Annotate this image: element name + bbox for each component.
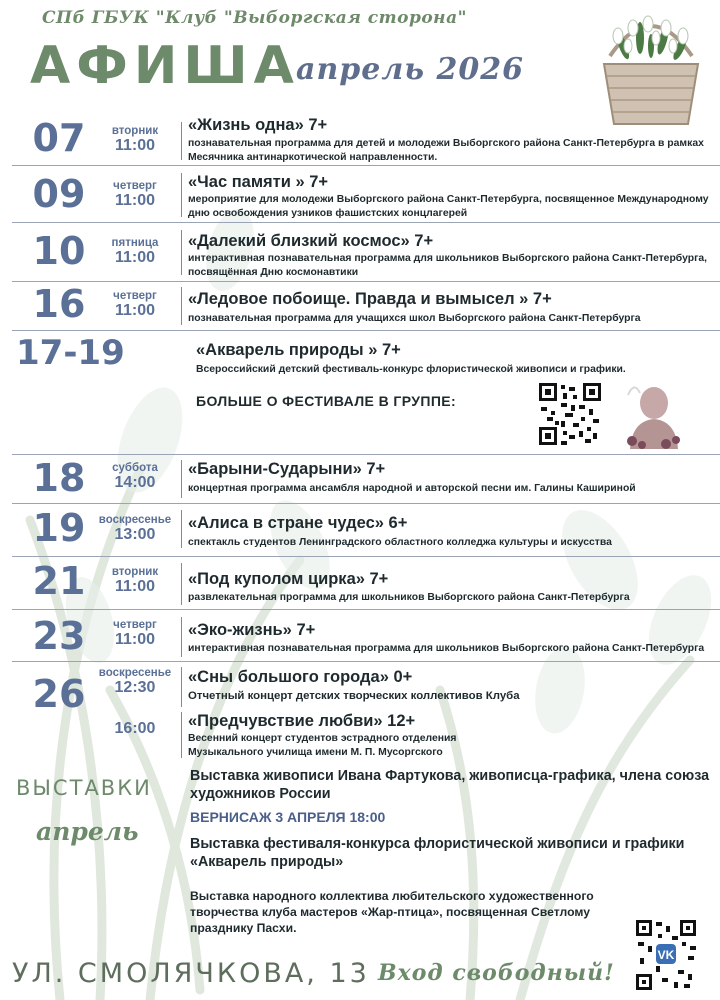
event-description: Всероссийский детский фестиваль-конкурс флористической живописи и графики. <box>196 364 626 375</box>
divider <box>181 173 182 217</box>
free-entry-note: Вход свободный! <box>378 960 615 986</box>
divider <box>181 712 182 758</box>
event-time: 11:00 <box>114 631 156 648</box>
event-time: 12:30 <box>114 679 156 696</box>
event-date: 07 <box>32 116 86 160</box>
event-time: 11:00 <box>114 137 156 154</box>
divider <box>181 563 182 605</box>
exhibition-item: Выставка живописи Ивана Фартукова, живописца-графика, члена союза художников России <box>190 768 710 802</box>
event-title: «Жизнь одна» 7+ <box>188 116 328 134</box>
event-date: 26 <box>32 672 86 716</box>
event-weekday: вторник <box>111 125 159 137</box>
event-title: «Далекий близкий космос» 7+ <box>188 232 434 250</box>
row-separator <box>12 330 720 331</box>
festival-logo-image <box>620 377 688 449</box>
divider <box>181 122 182 160</box>
event-description: спектакль студентов Ленинградского областного колледжа культуры и искусства <box>188 537 612 548</box>
event-title: «Час памяти » 7+ <box>188 173 329 191</box>
event-time: 11:00 <box>114 578 156 595</box>
organization-name: СПб ГБУК "Клуб "Выборгская сторона" <box>42 8 467 28</box>
row-separator <box>12 281 720 282</box>
event-description: Отчетный концерт детских творческих коллективов Клуба <box>188 690 520 702</box>
row-separator <box>12 661 720 662</box>
vk-qr-code[interactable] <box>634 918 698 992</box>
event-title: «Барыни-Сударыни» 7+ <box>188 460 386 478</box>
exhibition-item: Выставка народного коллектива любительского художественного творчества клуба мастеров «Жар-птица», посвященная Светлому празднику Пасхи. <box>190 889 594 935</box>
event-weekday: вторник <box>111 566 159 578</box>
event-title: «Сны большого города» 0+ <box>188 668 413 686</box>
event-description: мероприятие для молодежи Выборгского района Санкт-Петербурга, посвященное Международному дню освобождения узников фашистских концлагерей <box>188 194 709 219</box>
event-description: познавательная программа для детей и молодежи Выборгского района Санкт-Петербурга в рамках Месячника антинаркотической направленности. <box>188 138 704 163</box>
event-title: «Эко-жизнь» 7+ <box>188 621 316 639</box>
festival-group-link[interactable]: БОЛЬШЕ О ФЕСТИВАЛЕ В ГРУППЕ: <box>196 393 457 409</box>
event-title: «Предчувствие любви» 12+ <box>188 712 416 730</box>
exhibitions-month: апрель <box>36 817 139 846</box>
divider <box>181 287 182 325</box>
row-separator <box>12 556 720 557</box>
divider <box>181 230 182 275</box>
row-separator <box>12 165 720 166</box>
event-weekday: четверг <box>113 180 157 192</box>
event-description: познавательная программа для учащихся школ Выборгского района Санкт-Петербурга <box>188 313 641 324</box>
event-date: 09 <box>32 172 86 216</box>
event-date: 19 <box>32 506 86 550</box>
event-title: «Акварель природы » 7+ <box>196 341 401 359</box>
event-date: 18 <box>32 456 86 500</box>
event-title: «Алиса в стране чудес» 6+ <box>188 514 408 532</box>
event-weekday: четверг <box>113 619 157 631</box>
address: УЛ. СМОЛЯЧКОВА, 13 <box>12 958 370 989</box>
row-separator <box>12 609 720 610</box>
page-title: АФИША <box>30 36 300 96</box>
divider <box>181 667 182 707</box>
event-title: «Под куполом цирка» 7+ <box>188 570 389 588</box>
festival-qr-code[interactable] <box>537 381 603 447</box>
vernissage-notice: ВЕРНИСАЖ 3 АПРЕЛЯ 18:00 <box>190 809 386 825</box>
event-date: 17-19 <box>16 333 125 373</box>
event-time: 11:00 <box>114 302 156 319</box>
svg-text:VK: VK <box>657 948 675 962</box>
event-description: развлекательная программа для школьников Выборгского района Санкт-Петербурга <box>188 592 630 603</box>
event-time: 14:00 <box>114 474 156 491</box>
event-weekday: воскресенье <box>98 667 172 679</box>
event-weekday: пятница <box>111 237 159 249</box>
event-date: 21 <box>32 559 86 603</box>
event-date: 23 <box>32 614 86 658</box>
divider <box>181 510 182 548</box>
event-time: 13:00 <box>114 526 156 543</box>
divider <box>181 617 182 657</box>
event-description: интерактивная познавательная программа для школьников Выборгского района Санкт-Петербурга <box>188 643 705 654</box>
event-time: 11:00 <box>114 249 156 266</box>
event-weekday: воскресенье <box>98 514 172 526</box>
event-date: 10 <box>32 229 86 273</box>
row-separator <box>12 454 720 455</box>
row-separator <box>12 222 720 223</box>
event-weekday: суббота <box>112 462 158 474</box>
flower-basket-image <box>588 6 714 130</box>
exhibitions-heading: ВЫСТАВКИ <box>16 776 152 800</box>
event-description: Весенний концерт студентов эстрадного отделения Музыкального училища имени М. П. Мусоргского <box>188 733 457 758</box>
exhibition-item: Выставка фестиваля-конкурса флористической живописи и графики «Акварель природы» <box>190 836 685 870</box>
month-subtitle: апрель 2026 <box>296 52 525 87</box>
event-description: интерактивная познавательная программа для школьников Выборгского района Санкт-Петербурга, посвящённая Дню космонавтики <box>188 253 708 278</box>
event-description: концертная программа ансамбля народной и авторской песни им. Галины Кашириной <box>188 483 636 494</box>
event-title: «Ледовое побоище. Правда и вымысел » 7+ <box>188 290 552 308</box>
event-time: 11:00 <box>114 192 156 209</box>
event-weekday: четверг <box>113 290 157 302</box>
divider <box>181 460 182 498</box>
event-date: 16 <box>32 282 86 326</box>
event-time: 16:00 <box>114 720 156 737</box>
row-separator <box>12 503 720 504</box>
